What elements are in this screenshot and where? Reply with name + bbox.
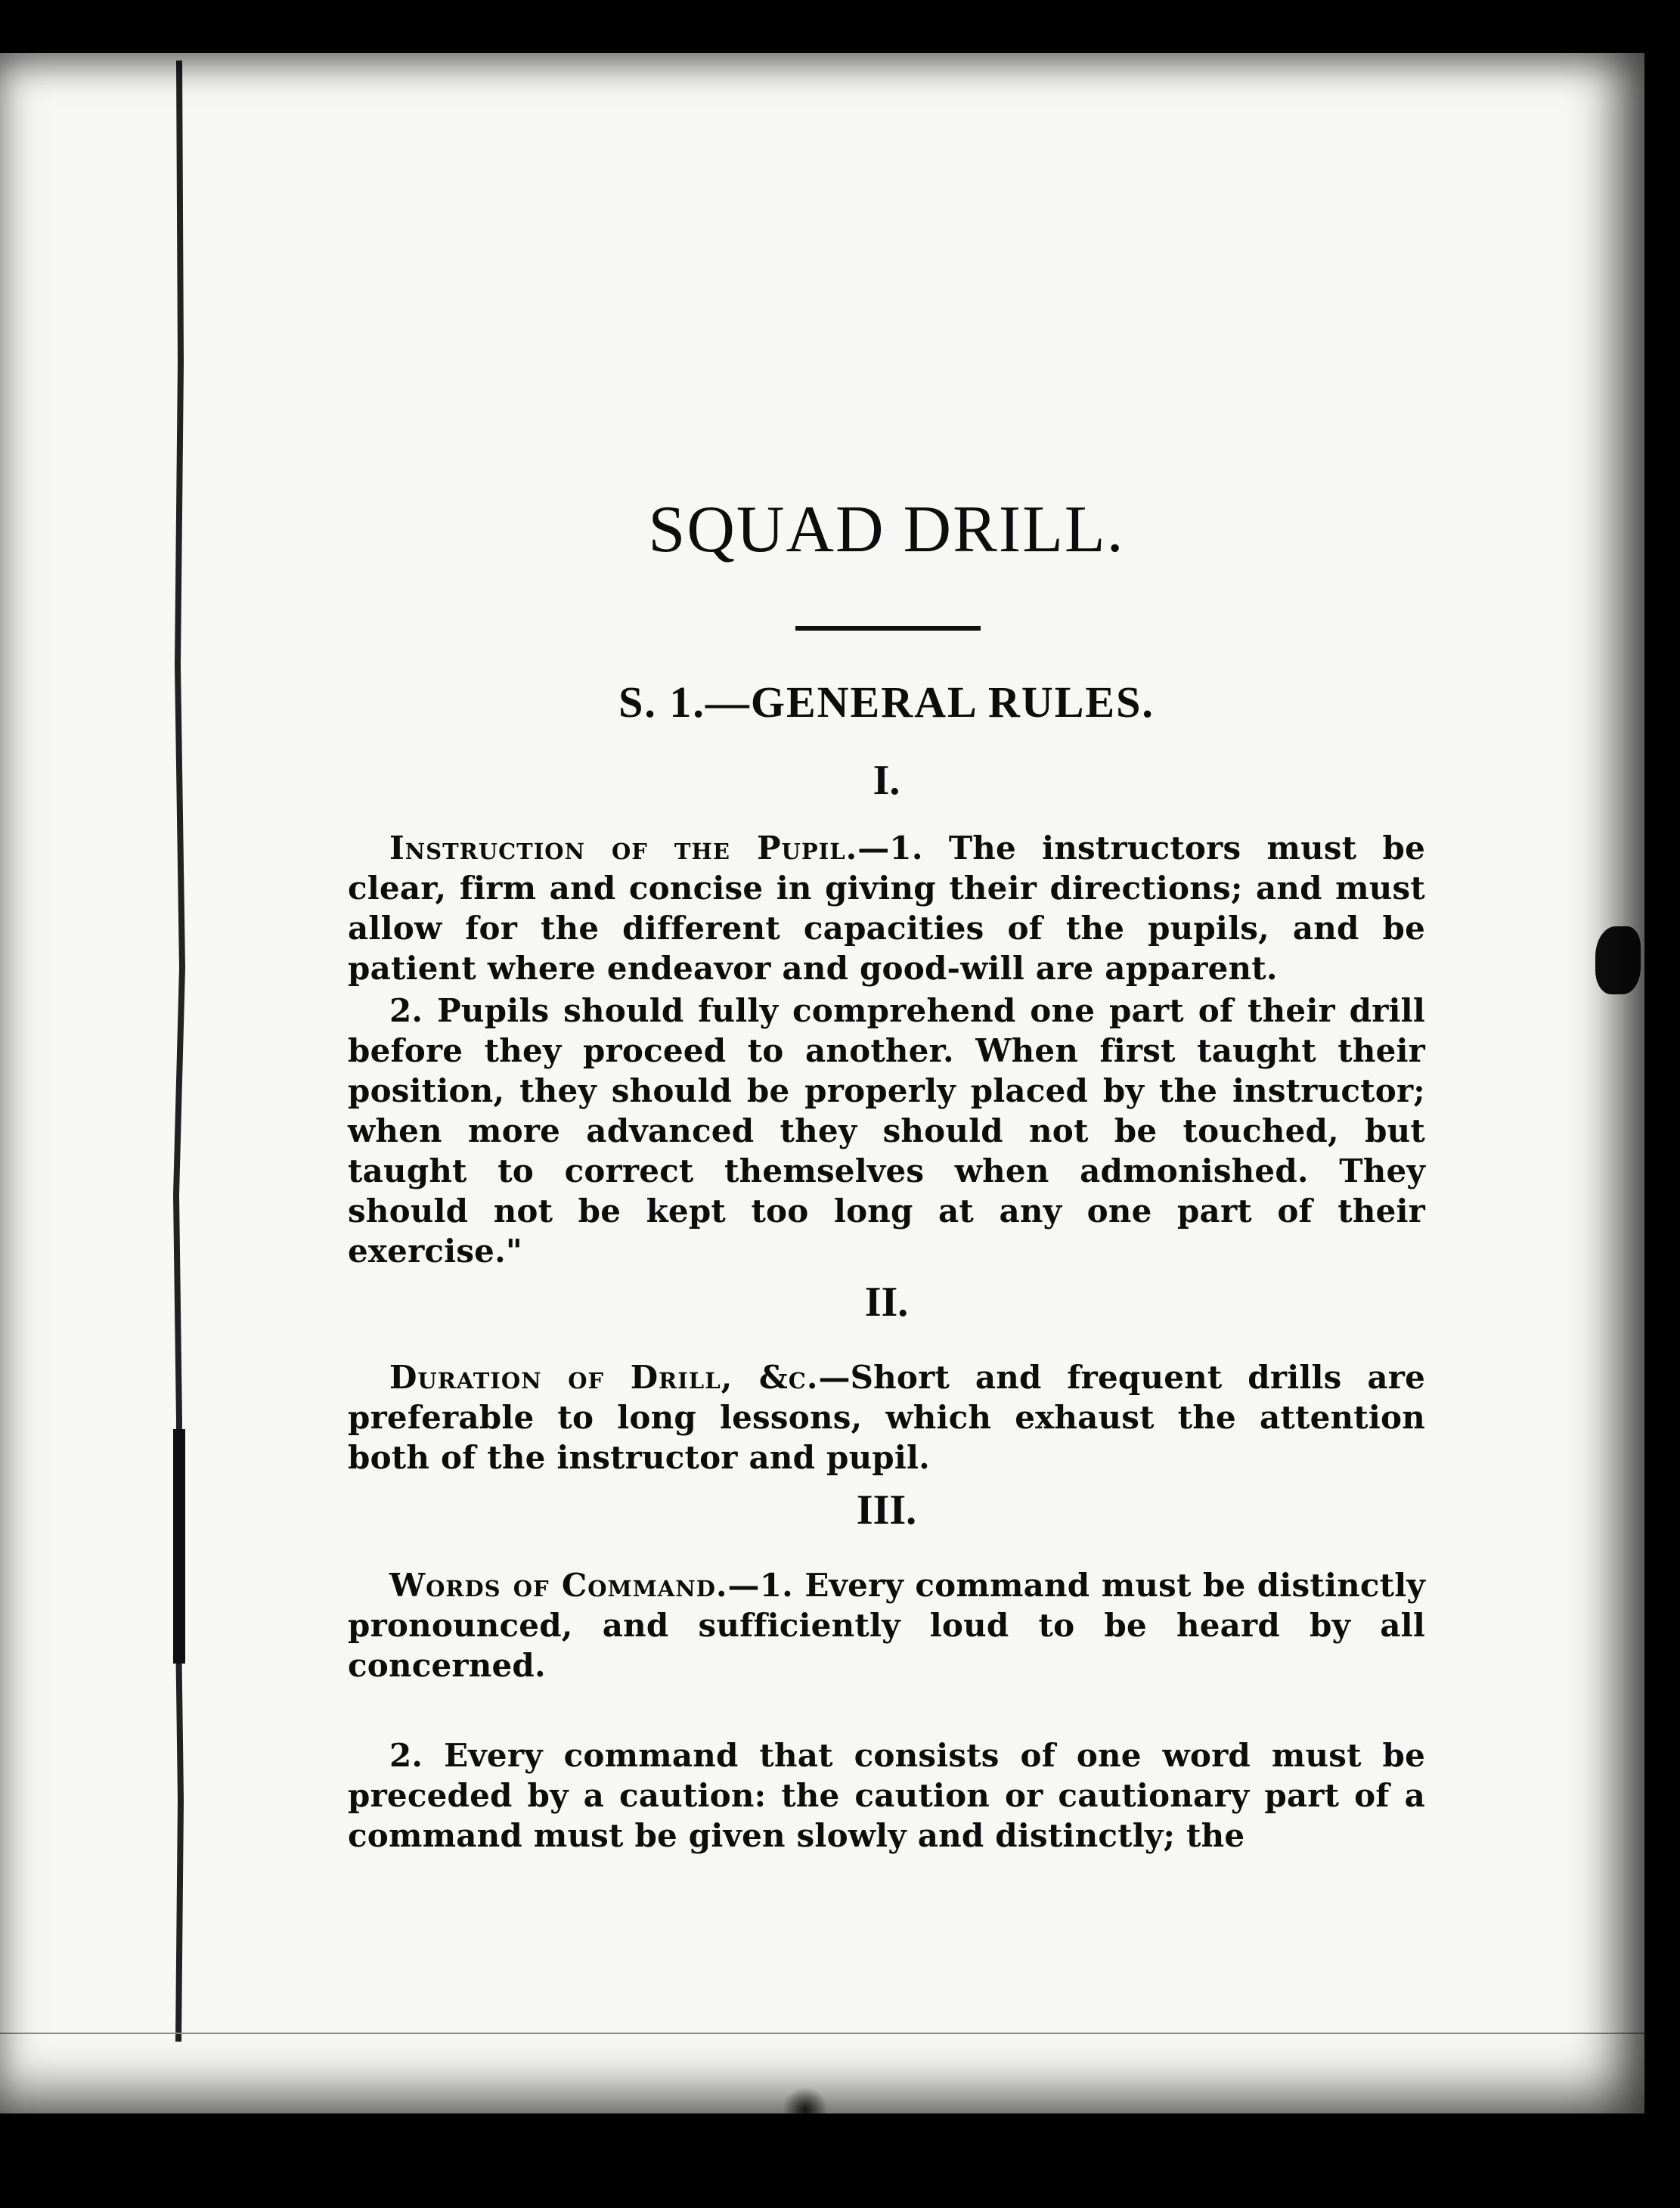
book-page: [0, 53, 1644, 2113]
paragraph-text: 2. Every command that consists of one word must be preceded by a caution: the caution or cautionary part of a command must be given slowly and distinctly; the: [348, 1737, 1425, 1854]
page-title: SQUAD DRILL.: [648, 493, 1125, 566]
paragraph-lead: Duration of Drill, &c.: [389, 1359, 819, 1396]
paragraph-lead: Words of Command.: [389, 1567, 728, 1604]
title-rule: [795, 626, 981, 631]
paragraph: [348, 828, 1425, 988]
section-numeral-2: II.: [864, 1279, 909, 1326]
paragraph-text: —1. Every command must be distinctly pronounced, and sufficiently loud to be heard by all concerned.: [348, 1567, 1425, 1684]
binding-edge-mark: [170, 60, 187, 2042]
paragraph-text: 2. Pupils should fully comprehend one part of their drill before they proceed to another. When first taught their position, they should be properly placed by the instructor; when more advanced they should not be touched, but taught to correct themselves when admonished. They should not be kept too long at any one part of their exercise.": [348, 992, 1425, 1270]
section-numeral-3: III.: [856, 1487, 917, 1534]
paragraph: [348, 991, 1425, 1271]
scan-edge-line: [0, 2033, 1644, 2034]
paragraph-text: —Short and frequent drills are preferable to long lessons, which exhaust the attention both of the instructor and pupil.: [348, 1359, 1425, 1476]
section-heading: S. 1.—GENERAL RULES.: [618, 678, 1155, 727]
ink-blot: [1595, 926, 1641, 994]
paragraph: [348, 1357, 1425, 1478]
paragraph: [348, 1565, 1425, 1685]
paragraph-lead: Instruction of the Pupil.: [389, 830, 858, 867]
paragraph-text: —1. The instructors must be clear, firm and concise in giving their directions; and must allow for the different capacities of the pupils, and be patient where endeavor and good-will are apparent.: [348, 830, 1425, 987]
ink-smudge: [783, 2087, 828, 2113]
section-numeral-1: I.: [873, 757, 900, 804]
paragraph: [348, 1735, 1425, 1856]
